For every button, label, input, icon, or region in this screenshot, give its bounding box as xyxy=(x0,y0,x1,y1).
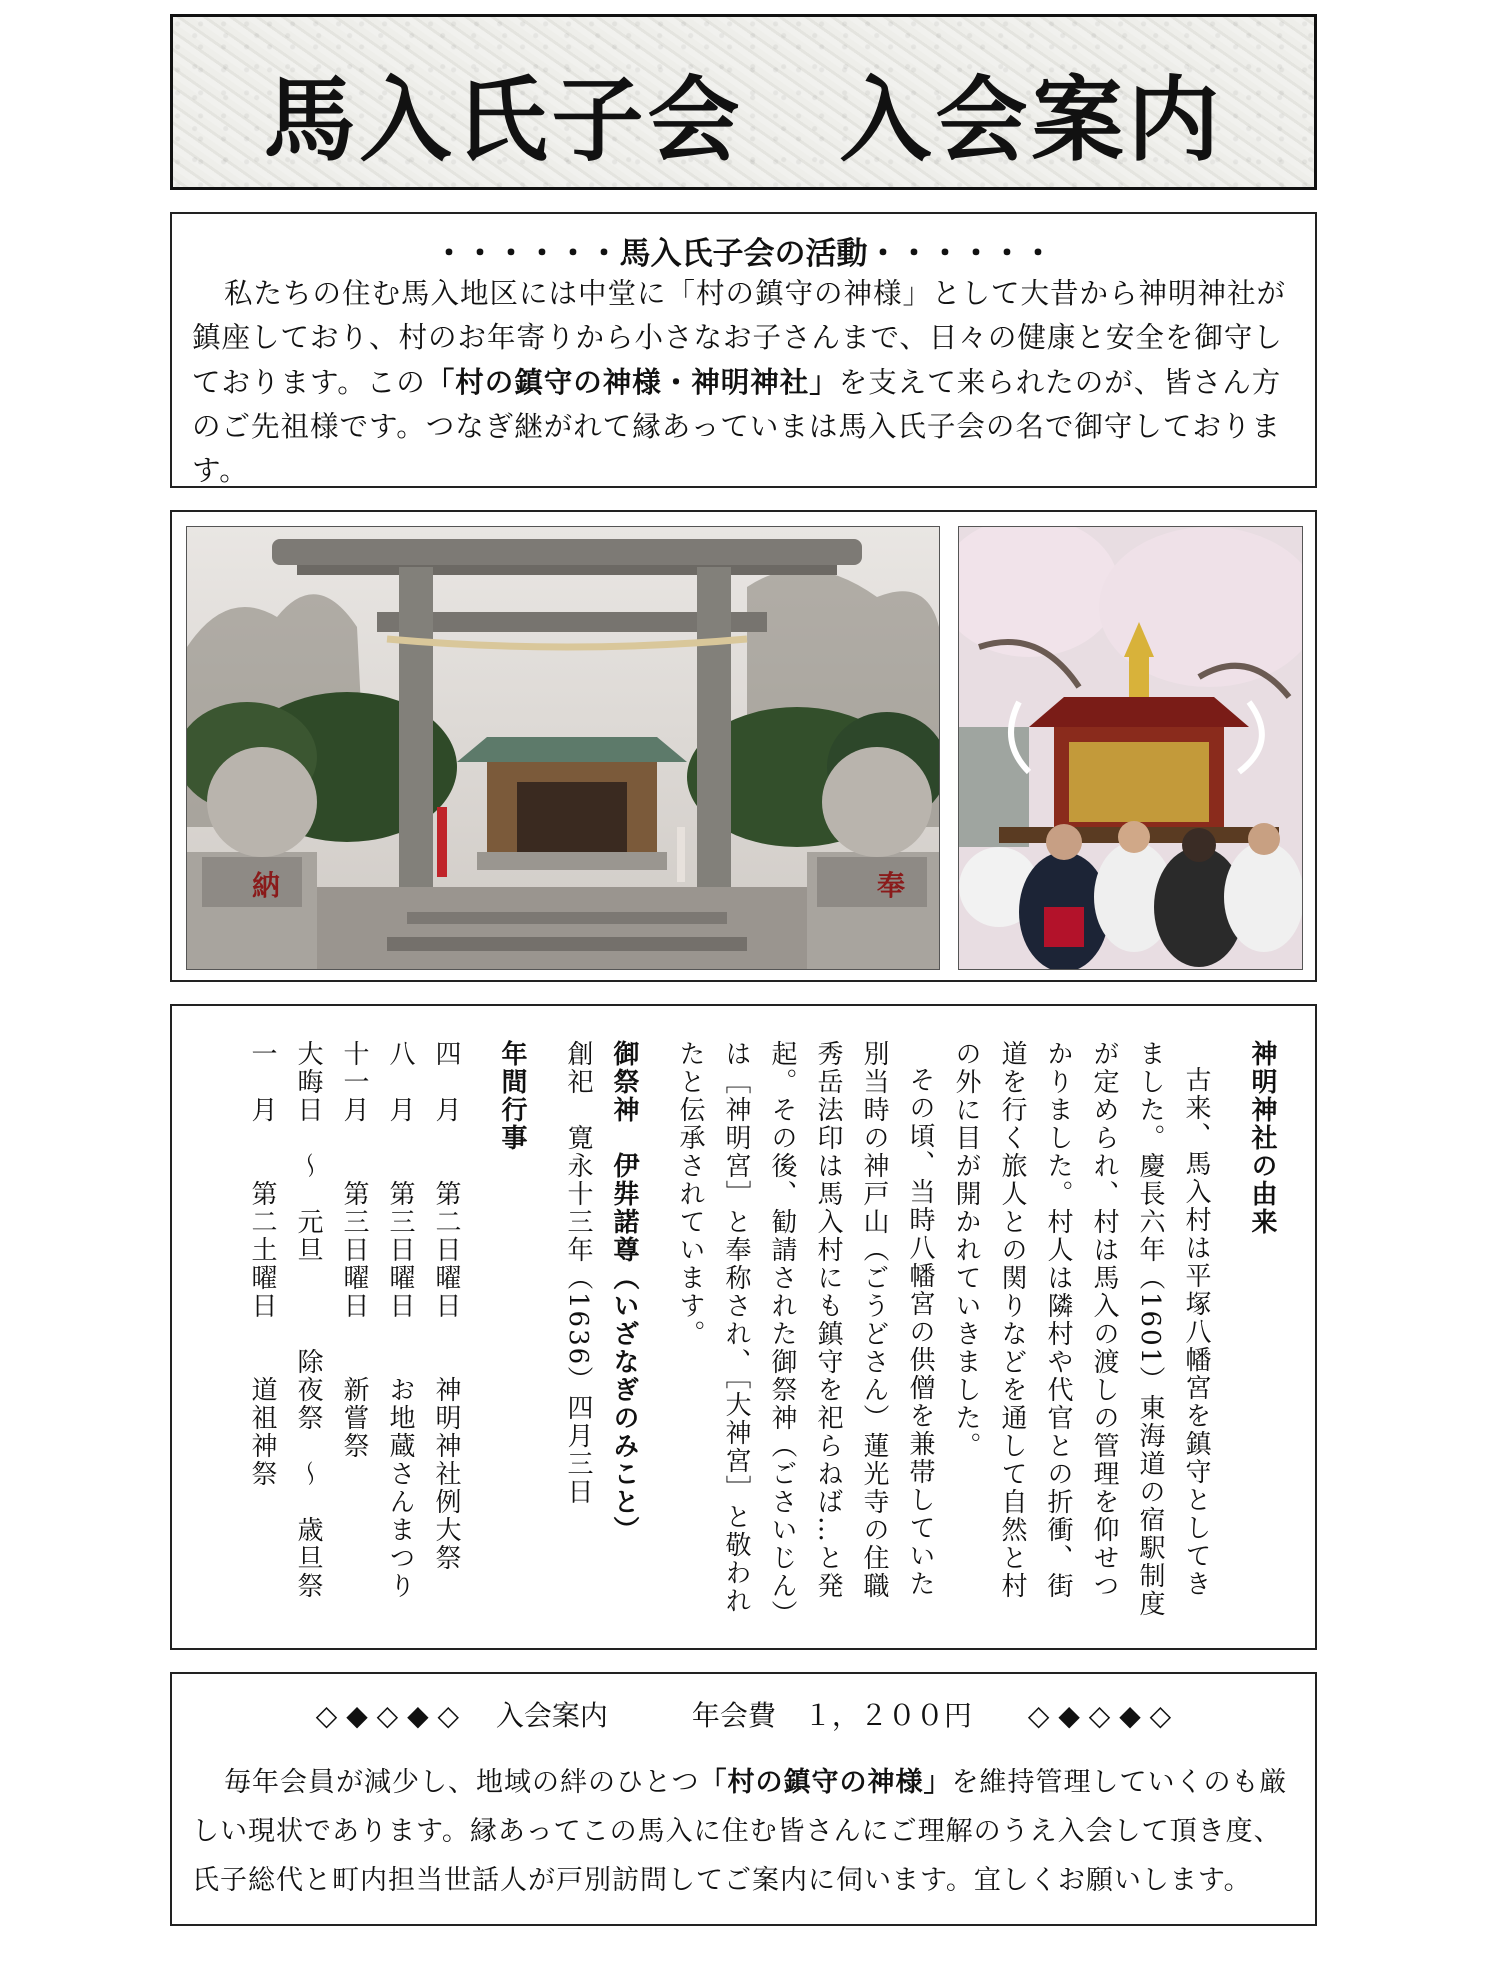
founded-line: 創祀 寛永十三年（1636）四月三日 xyxy=(563,1040,593,1507)
deity-label: 御祭神 xyxy=(609,1040,639,1124)
event-item: 十一月 第三日曜日 新嘗祭 xyxy=(339,1040,369,1460)
membership-body xyxy=(192,1758,1295,1905)
activity-heading: ・・・・・・馬入氏子会の活動・・・・・・ xyxy=(433,236,1054,272)
activity-section xyxy=(170,212,1317,488)
history-paragraph-2 xyxy=(667,1040,943,1620)
plaque-left-label: 納 xyxy=(252,869,281,902)
shrine-torii-photo xyxy=(186,526,940,970)
title-banner xyxy=(170,14,1317,190)
plaque-right-label: 奉 xyxy=(877,869,906,902)
membership-heading: ◇ ◆ ◇ ◆ ◇ 入会案内 年会費 １，２００円 ◇ ◆ ◇ ◆ ◇ xyxy=(315,1699,1172,1732)
history-paragraph-2-text: その頃、当時八幡宮の供僧を兼帯していた別当時の神戸山（ごうどさん）蓮光寺の住職秀岳法印は馬入村にも鎮守を祀らねば…と発起。その後、勧請された御祭神（ごさいじん）は［神明宮］と奉称され、［大神宮］と敬われたと伝承されています。 xyxy=(675,1040,935,1615)
mikoshi-illustration xyxy=(959,527,1302,969)
history-paragraph-1-text: 古来、馬入村は平塚八幡宮を鎮守としてきました。慶長六年（1601）東海道の宿駅制度が定められ、村は馬入の渡しの管理を仰せつかりました。村人は隣村や代官との折衝、街道を行く旅人との関りなどを通して自然と村の外に目が開かれていきました。 xyxy=(951,1040,1211,1619)
activity-text-2: を支えて来られたのが、皆さん方のご先祖様です。つなぎ継がれて縁あっていまは馬入氏子会の名で御守しております。 xyxy=(192,366,1282,487)
history-section xyxy=(170,1004,1317,1650)
history-heading: 神明神社の由来 xyxy=(1247,1040,1277,1236)
photo-section xyxy=(170,510,1317,982)
membership-text-2: を維持管理していくのも厳しい現状であります。縁あってこの馬入に住む皆さんにご理解のうえ入会して頂き度、氏子総代と町内担当世話人が戸別訪問してご案内に伺います。宜しくお願いします。 xyxy=(192,1767,1288,1896)
event-item: 四 月 第二日曜日 神明神社例大祭 xyxy=(431,1040,461,1572)
activity-text-bold: 「村の鎮守の神様・神明神社」 xyxy=(425,365,839,399)
membership-text-1: 毎年会員が減少し、地域の絆のひとつ xyxy=(224,1767,700,1798)
deity-line xyxy=(601,1040,647,1620)
shrine-torii-illustration xyxy=(187,527,939,969)
history-paragraph-1 xyxy=(943,1040,1219,1620)
history-vertical-text xyxy=(239,1040,1285,1620)
membership-text-bold: 「村の鎮守の神様」 xyxy=(699,1767,952,1798)
page-title: 馬入氏子会 入会案内 xyxy=(263,67,1224,174)
membership-section xyxy=(170,1672,1317,1926)
activity-text-1: 私たちの住む馬入地区には中堂に「村の鎮守の神様」として大昔から神明神社が鎮座しており、村のお年寄りから小さなお子さんまで、日々の健康と安全を御守しております。この xyxy=(192,277,1287,399)
activity-body xyxy=(192,272,1295,493)
deity-name: 伊弉諾尊（いざなぎのみこと） xyxy=(609,1152,639,1544)
event-item: 八 月 第三日曜日 お地蔵さんまつり xyxy=(385,1040,415,1600)
events-heading: 年間行事 xyxy=(497,1040,527,1152)
event-item: 一 月 第二土曜日 道祖神祭 xyxy=(247,1040,277,1488)
event-item: 大晦日 ～ 元旦 除夜祭 ～ 歳旦祭 xyxy=(293,1040,323,1600)
mikoshi-festival-photo xyxy=(958,526,1303,970)
